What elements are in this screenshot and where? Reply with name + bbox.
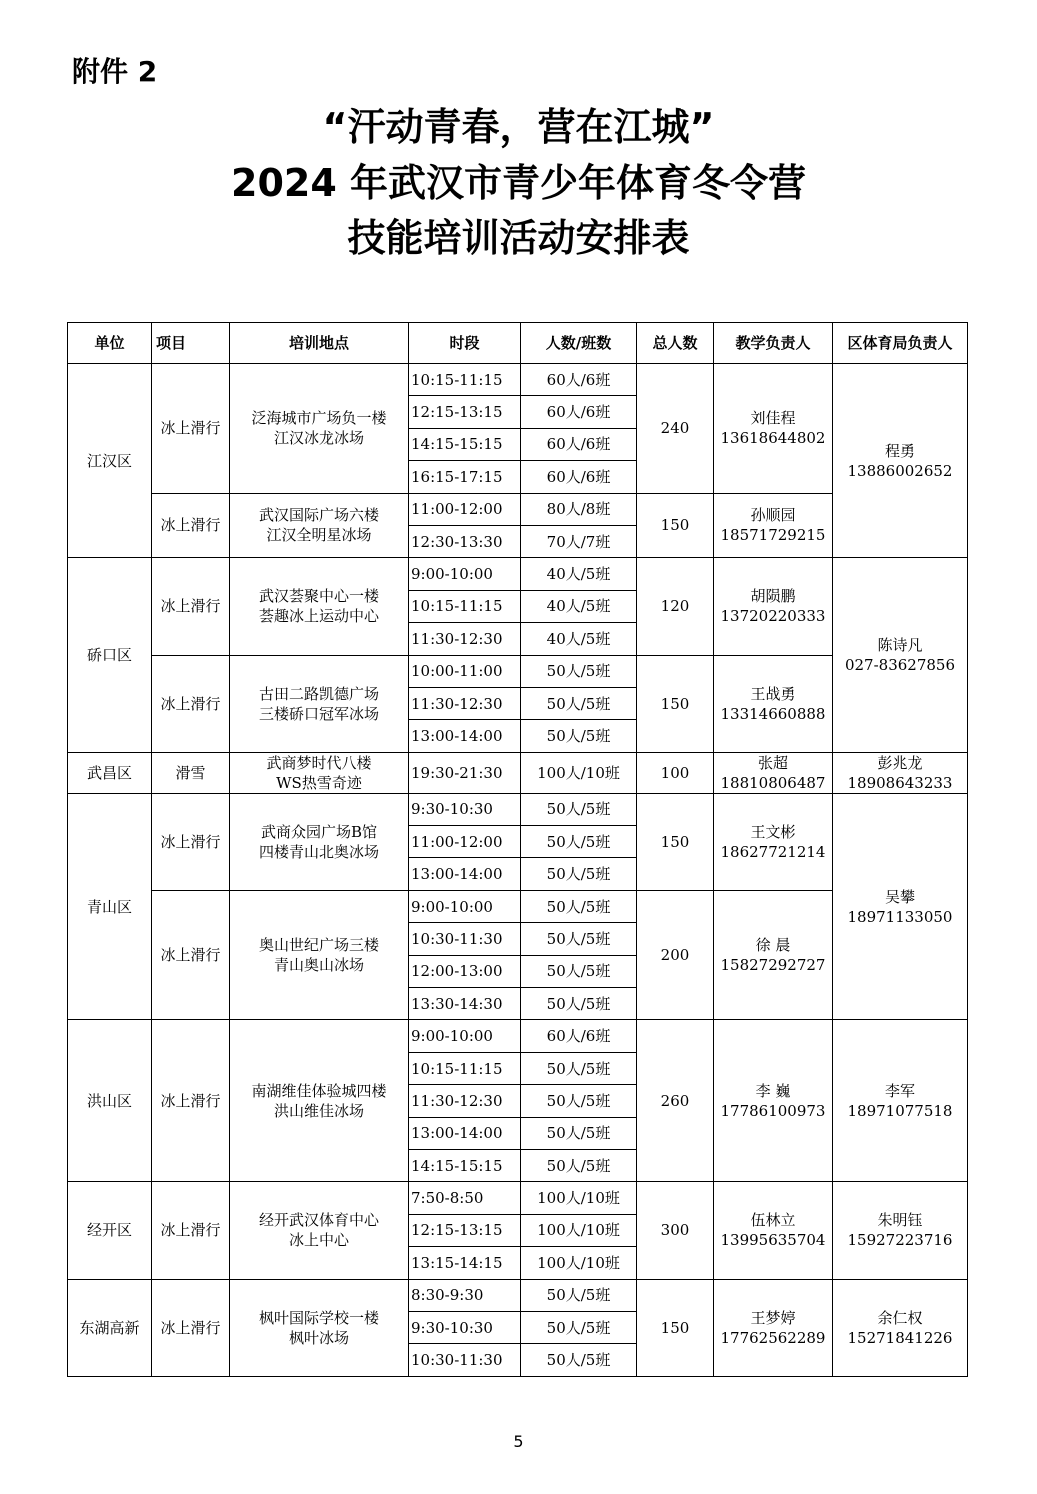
venue-line2: 四楼青山北奥冰场 bbox=[258, 842, 379, 861]
bureau-name: 程勇 bbox=[884, 441, 915, 460]
count-cell: 50人/5班 bbox=[521, 687, 637, 719]
title-schedule: 技能培训活动安排表 bbox=[347, 216, 690, 260]
total-cell: 260 bbox=[637, 1020, 714, 1182]
count-cell: 50人/5班 bbox=[521, 1085, 637, 1117]
schedule-body bbox=[68, 364, 968, 1377]
time-cell: 16:15-17:15 bbox=[409, 461, 521, 493]
venue-line1: 经开武汉体育中心 bbox=[258, 1211, 379, 1230]
count-cell: 80人/8班 bbox=[521, 493, 637, 525]
total-cell: 300 bbox=[637, 1182, 714, 1279]
project-cell: 冰上滑行 bbox=[152, 1182, 230, 1279]
time-cell: 11:00-12:00 bbox=[409, 493, 521, 525]
total-cell: 150 bbox=[637, 793, 714, 890]
count-cell: 50人/5班 bbox=[521, 826, 637, 858]
table-row bbox=[68, 558, 968, 590]
bureau-phone: 13886002652 bbox=[847, 461, 953, 480]
time-cell: 13:00-14:00 bbox=[409, 858, 521, 890]
bureau-phone: 15271841226 bbox=[847, 1328, 953, 1347]
total-cell: 200 bbox=[637, 890, 714, 1020]
time-cell: 9:30-10:30 bbox=[409, 793, 521, 825]
coach-name: 王梦婷 bbox=[750, 1308, 796, 1327]
count-cell: 50人/5班 bbox=[521, 1052, 637, 1084]
time-cell: 9:00-10:00 bbox=[409, 890, 521, 922]
venue-line2: 枫叶冰场 bbox=[288, 1328, 349, 1347]
venue-cell bbox=[230, 493, 409, 558]
count-cell: 60人/6班 bbox=[521, 364, 637, 396]
coach-cell bbox=[714, 793, 833, 890]
coach-cell bbox=[714, 558, 833, 655]
table-row bbox=[68, 1182, 968, 1214]
header-per-class: 人数/班数 bbox=[521, 323, 637, 364]
coach-name: 王战勇 bbox=[750, 684, 796, 703]
table-row bbox=[68, 752, 968, 793]
header-venue: 培训地点 bbox=[230, 323, 409, 364]
project-cell: 冰上滑行 bbox=[152, 1279, 230, 1376]
time-cell: 14:15-15:15 bbox=[409, 428, 521, 460]
count-cell: 70人/7班 bbox=[521, 525, 637, 557]
venue-line1: 奥山世纪广场三楼 bbox=[258, 936, 379, 955]
bureau-cell bbox=[833, 752, 968, 793]
venue-line1: 枫叶国际学校一楼 bbox=[258, 1308, 379, 1327]
time-cell: 13:30-14:30 bbox=[409, 988, 521, 1020]
coach-cell bbox=[714, 364, 833, 494]
time-cell: 12:00-13:00 bbox=[409, 955, 521, 987]
unit-cell: 洪山区 bbox=[68, 1020, 152, 1182]
time-cell: 11:30-12:30 bbox=[409, 623, 521, 655]
venue-line1: 武汉国际广场六楼 bbox=[258, 506, 379, 525]
time-cell: 12:30-13:30 bbox=[409, 525, 521, 557]
count-cell: 60人/6班 bbox=[521, 1020, 637, 1052]
total-cell: 150 bbox=[637, 493, 714, 558]
time-cell: 9:00-10:00 bbox=[409, 1020, 521, 1052]
time-cell: 9:30-10:30 bbox=[409, 1311, 521, 1343]
total-cell: 150 bbox=[637, 1279, 714, 1376]
unit-cell: 硚口区 bbox=[68, 558, 152, 752]
venue-cell bbox=[230, 558, 409, 655]
bureau-name: 朱明钰 bbox=[877, 1211, 923, 1230]
count-cell: 60人/6班 bbox=[521, 428, 637, 460]
coach-cell bbox=[714, 1279, 833, 1376]
count-cell: 50人/5班 bbox=[521, 988, 637, 1020]
venue-line1: 古田二路凯德广场 bbox=[258, 684, 379, 703]
coach-name: 张超 bbox=[757, 753, 788, 772]
venue-cell bbox=[230, 1182, 409, 1279]
title-event: 2024 年武汉市青少年体育冬令营 bbox=[231, 161, 806, 205]
venue-line2: 冰上中心 bbox=[288, 1231, 349, 1250]
venue-line1: 武汉荟聚中心一楼 bbox=[258, 587, 379, 606]
time-cell: 10:30-11:30 bbox=[409, 923, 521, 955]
header-time: 时段 bbox=[409, 323, 521, 364]
coach-cell bbox=[714, 655, 833, 752]
bureau-cell bbox=[833, 1182, 968, 1279]
coach-name: 王文彬 bbox=[750, 822, 796, 841]
project-cell: 冰上滑行 bbox=[152, 655, 230, 752]
time-cell: 10:30-11:30 bbox=[409, 1344, 521, 1376]
bureau-cell bbox=[833, 558, 968, 752]
time-cell: 13:15-14:15 bbox=[409, 1247, 521, 1279]
venue-line2: 洪山维佳冰场 bbox=[273, 1101, 364, 1120]
time-cell: 10:00-11:00 bbox=[409, 655, 521, 687]
unit-cell: 东湖高新 bbox=[68, 1279, 152, 1376]
coach-phone: 18571729215 bbox=[720, 526, 826, 545]
bureau-phone: 027-83627856 bbox=[844, 656, 956, 675]
bureau-name: 李军 bbox=[884, 1081, 915, 1100]
bureau-cell bbox=[833, 1279, 968, 1376]
count-cell: 40人/5班 bbox=[521, 558, 637, 590]
title-slogan: “汗动青春，营在江城” bbox=[322, 105, 715, 149]
project-cell: 冰上滑行 bbox=[152, 1020, 230, 1182]
bureau-cell bbox=[833, 1020, 968, 1182]
header-row bbox=[68, 323, 968, 364]
attachment-label: 附件 2 bbox=[72, 55, 158, 88]
bureau-phone: 18971077518 bbox=[847, 1101, 953, 1120]
venue-cell bbox=[230, 1279, 409, 1376]
time-cell: 19:30-21:30 bbox=[409, 752, 521, 793]
venue-line2: 江汉全明星冰场 bbox=[266, 526, 372, 545]
coach-phone: 13720220333 bbox=[720, 607, 826, 626]
venue-line2: 荟趣冰上运动中心 bbox=[258, 607, 379, 626]
coach-name: 伍林立 bbox=[750, 1211, 796, 1230]
venue-line2: 江汉冰龙冰场 bbox=[273, 429, 364, 448]
coach-cell bbox=[714, 1182, 833, 1279]
unit-cell: 江汉区 bbox=[68, 364, 152, 558]
project-cell: 冰上滑行 bbox=[152, 890, 230, 1020]
total-cell: 150 bbox=[637, 655, 714, 752]
count-cell: 50人/5班 bbox=[521, 1344, 637, 1376]
project-cell: 滑雪 bbox=[152, 752, 230, 793]
venue-cell bbox=[230, 890, 409, 1020]
project-cell: 冰上滑行 bbox=[152, 793, 230, 890]
coach-phone: 13618644802 bbox=[720, 429, 826, 448]
count-cell: 60人/6班 bbox=[521, 396, 637, 428]
count-cell: 40人/5班 bbox=[521, 623, 637, 655]
coach-phone: 15827292727 bbox=[720, 956, 826, 975]
project-cell: 冰上滑行 bbox=[152, 558, 230, 655]
count-cell: 50人/5班 bbox=[521, 655, 637, 687]
venue-line1: 泛海城市广场负一楼 bbox=[251, 409, 387, 428]
venue-line1: 武商众园广场B馆 bbox=[260, 822, 378, 841]
bureau-phone: 18908643233 bbox=[847, 773, 953, 792]
bureau-phone: 15927223716 bbox=[847, 1231, 953, 1250]
unit-cell: 武昌区 bbox=[68, 752, 152, 793]
coach-phone: 18810806487 bbox=[720, 773, 826, 792]
count-cell: 40人/5班 bbox=[521, 590, 637, 622]
bureau-name: 余仁权 bbox=[877, 1308, 923, 1327]
count-cell: 50人/5班 bbox=[521, 955, 637, 987]
total-cell: 240 bbox=[637, 364, 714, 494]
page-number: 5 bbox=[513, 1432, 524, 1451]
venue-cell bbox=[230, 1020, 409, 1182]
count-cell: 50人/5班 bbox=[521, 720, 637, 752]
coach-cell bbox=[714, 493, 833, 558]
venue-cell bbox=[230, 655, 409, 752]
venue-cell bbox=[230, 364, 409, 494]
count-cell: 100人/10班 bbox=[521, 752, 637, 793]
time-cell: 13:00-14:00 bbox=[409, 1117, 521, 1149]
count-cell: 50人/5班 bbox=[521, 1311, 637, 1343]
bureau-cell bbox=[833, 793, 968, 1020]
coach-name: 徐 晨 bbox=[755, 936, 791, 955]
project-cell: 冰上滑行 bbox=[152, 493, 230, 558]
coach-cell bbox=[714, 752, 833, 793]
time-cell: 11:00-12:00 bbox=[409, 826, 521, 858]
time-cell: 9:00-10:00 bbox=[409, 558, 521, 590]
time-cell: 12:15-13:15 bbox=[409, 1214, 521, 1246]
unit-cell: 青山区 bbox=[68, 793, 152, 1020]
project-cell: 冰上滑行 bbox=[152, 364, 230, 494]
time-cell: 8:30-9:30 bbox=[409, 1279, 521, 1311]
count-cell: 50人/5班 bbox=[521, 923, 637, 955]
time-cell: 14:15-15:15 bbox=[409, 1149, 521, 1181]
coach-phone: 17786100973 bbox=[720, 1101, 826, 1120]
header-bureau: 区体育局负责人 bbox=[833, 323, 968, 364]
table-row bbox=[68, 1279, 968, 1311]
header-unit: 单位 bbox=[68, 323, 152, 364]
count-cell: 100人/10班 bbox=[521, 1182, 637, 1214]
venue-line1: 武商梦时代八楼 bbox=[266, 753, 372, 772]
count-cell: 100人/10班 bbox=[521, 1214, 637, 1246]
time-cell: 10:15-11:15 bbox=[409, 364, 521, 396]
coach-name: 胡陨鹏 bbox=[750, 587, 796, 606]
count-cell: 50人/5班 bbox=[521, 1279, 637, 1311]
coach-phone: 17762562289 bbox=[720, 1328, 826, 1347]
count-cell: 50人/5班 bbox=[521, 1117, 637, 1149]
coach-cell bbox=[714, 890, 833, 1020]
venue-cell bbox=[230, 793, 409, 890]
unit-cell: 经开区 bbox=[68, 1182, 152, 1279]
time-cell: 10:15-11:15 bbox=[409, 1052, 521, 1084]
schedule-table bbox=[67, 322, 968, 1377]
count-cell: 50人/5班 bbox=[521, 890, 637, 922]
bureau-cell bbox=[833, 364, 968, 558]
bureau-phone: 18971133050 bbox=[847, 907, 953, 926]
coach-phone: 13995635704 bbox=[720, 1231, 826, 1250]
total-cell: 120 bbox=[637, 558, 714, 655]
time-cell: 13:00-14:00 bbox=[409, 720, 521, 752]
header-coach: 教学负责人 bbox=[714, 323, 833, 364]
time-cell: 11:30-12:30 bbox=[409, 687, 521, 719]
venue-cell bbox=[230, 752, 409, 793]
count-cell: 60人/6班 bbox=[521, 461, 637, 493]
header-project: 项目 bbox=[152, 323, 230, 364]
coach-name: 李 巍 bbox=[755, 1081, 791, 1100]
coach-phone: 13314660888 bbox=[720, 704, 826, 723]
time-cell: 11:30-12:30 bbox=[409, 1085, 521, 1117]
total-cell: 100 bbox=[637, 752, 714, 793]
coach-name: 刘佳程 bbox=[750, 409, 796, 428]
venue-line2: 三楼硚口冠军冰场 bbox=[258, 704, 379, 723]
count-cell: 50人/5班 bbox=[521, 1149, 637, 1181]
count-cell: 100人/10班 bbox=[521, 1247, 637, 1279]
header-total: 总人数 bbox=[637, 323, 714, 364]
coach-name: 孙顺园 bbox=[750, 506, 796, 525]
count-cell: 50人/5班 bbox=[521, 858, 637, 890]
bureau-name: 陈诗凡 bbox=[877, 636, 923, 655]
coach-phone: 18627721214 bbox=[720, 842, 826, 861]
table-row bbox=[68, 1020, 968, 1052]
table-row bbox=[68, 364, 968, 396]
venue-line2: 青山奥山冰场 bbox=[273, 956, 364, 975]
bureau-name: 彭兆龙 bbox=[877, 753, 923, 772]
time-cell: 10:15-11:15 bbox=[409, 590, 521, 622]
coach-cell bbox=[714, 1020, 833, 1182]
time-cell: 12:15-13:15 bbox=[409, 396, 521, 428]
table-row bbox=[68, 793, 968, 825]
count-cell: 50人/5班 bbox=[521, 793, 637, 825]
venue-line1: 南湖维佳体验城四楼 bbox=[251, 1081, 387, 1100]
venue-line2: WS热雪奇迹 bbox=[276, 773, 362, 792]
bureau-name: 吴攀 bbox=[884, 887, 915, 906]
time-cell: 7:50-8:50 bbox=[409, 1182, 521, 1214]
